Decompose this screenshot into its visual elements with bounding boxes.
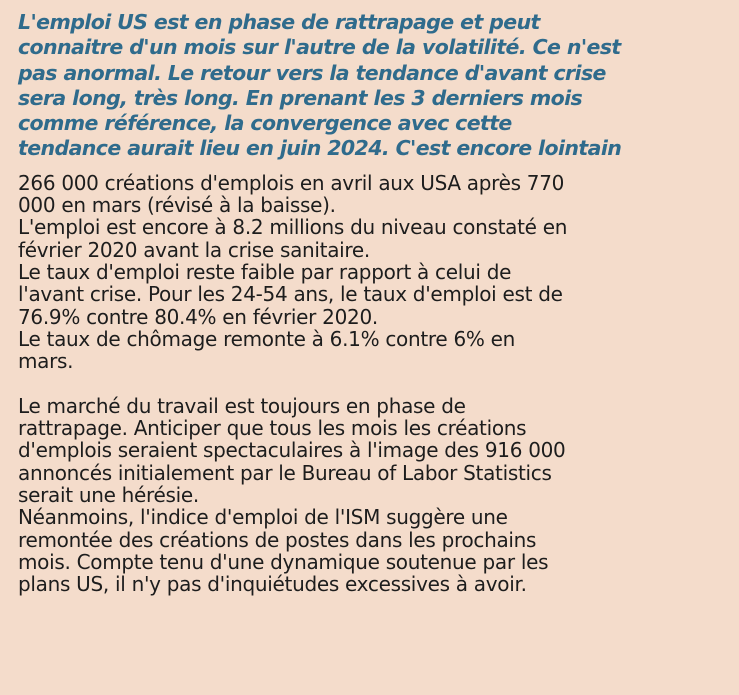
paragraph-line: Néanmoins, l'indice d'emploi de l'ISM suggère une	[18, 505, 508, 530]
paragraph-line: février 2020 avant la crise sanitaire.	[18, 237, 370, 262]
heading-line: sera long, très long. En prenant les 3 derniers mois	[18, 85, 583, 110]
paragraph-line: mois. Compte tenu d'une dynamique soutenue par les	[18, 549, 549, 574]
paragraph-line: Le taux de chômage remonte à 6.1% contre 6% en	[18, 326, 516, 351]
paragraph-line: plans US, il n'y pas d'inquiétudes excessives à avoir.	[18, 572, 527, 597]
heading-line: connaitre d'un mois sur l'autre de la volatilité. Ce n'est	[18, 35, 621, 60]
heading	[18, 10, 733, 162]
paragraph-line: L'emploi est encore à 8.2 millions du niveau constaté en	[18, 215, 568, 240]
heading-line: L'emploi US est en phase de rattrapage et peut	[18, 10, 540, 34]
paragraph-line: mars.	[18, 349, 74, 374]
document	[18, 10, 733, 595]
paragraph-line: 76.9% contre 80.4% en février 2020.	[18, 304, 378, 329]
heading-line: pas anormal. Le retour vers la tendance d'avant crise	[18, 60, 606, 85]
heading-line: tendance aurait lieu en juin 2024. C'est encore lointain	[18, 136, 622, 161]
paragraph-gap	[18, 372, 733, 394]
paragraph-line: d'emplois seraient spectaculaires à l'image des 916 000	[18, 438, 566, 463]
paragraph-line: remontée des créations de postes dans les prochains	[18, 527, 537, 552]
paragraph-line: Le marché du travail est toujours en phase de	[18, 393, 466, 418]
paragraph-line: Le taux d'emploi reste faible par rapport à celui de	[18, 259, 512, 284]
paragraph-line: 266 000 créations d'emplois en avril aux USA après 770	[18, 170, 565, 195]
heading-line: comme référence, la convergence avec cette	[18, 111, 512, 136]
paragraph-line: annoncés initialement par le Bureau of Labor Statistics	[18, 460, 552, 485]
paragraph-line: serait une hérésie.	[18, 482, 199, 507]
body-text	[18, 172, 733, 596]
paragraph-line: 000 en mars (révisé à la baisse).	[18, 193, 336, 218]
paragraph-line: rattrapage. Anticiper que tous les mois les créations	[18, 416, 527, 441]
paragraph-line: l'avant crise. Pour les 24-54 ans, le taux d'emploi est de	[18, 282, 563, 307]
